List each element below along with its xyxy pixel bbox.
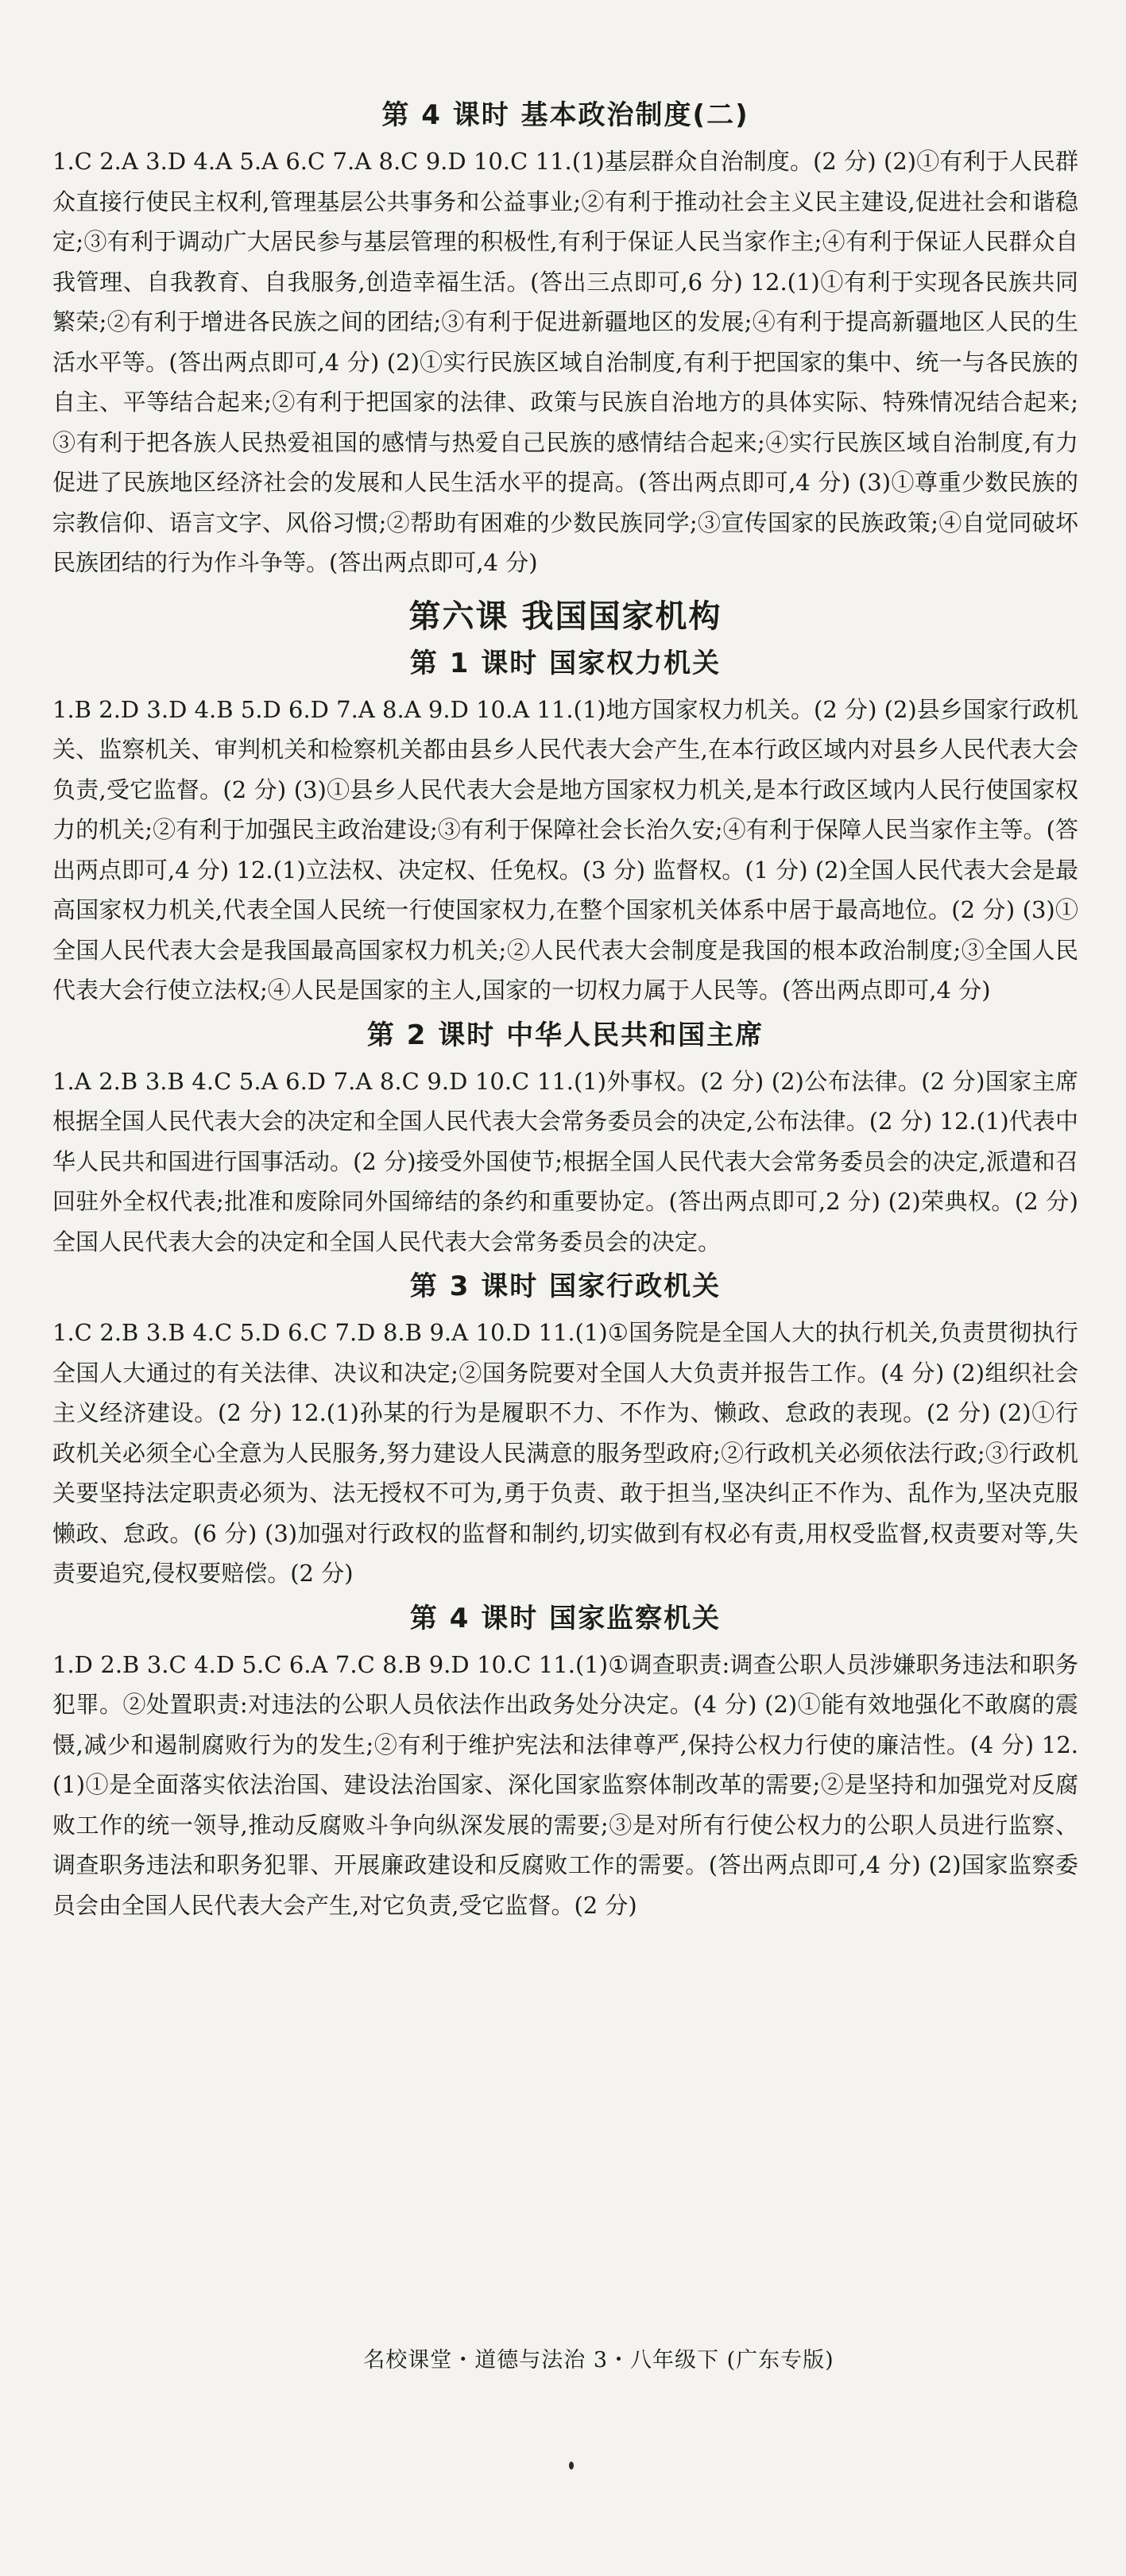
answer-paragraph: 1.C 2.B 3.B 4.C 5.D 6.C 7.D 8.B 9.A 10.D 11.(1)①国务院是全国人大的执行机关,负责贯彻执行全国人大通过的有关法律、决议和决定;②国务院要对全国人大负责并报告工作。(4 分) (2)组织社会主义经济建设。(2 分) 12.(1)孙某的行为是履职不力、不作为、懒政、怠政的表现。(2 分) (2)①行政机关必须全心全意为人民服务,努力建设人民满意的服务型政府;②行政机关必须依法行政;③行政机关要坚持法定职责必须为、法无授权不可为,勇于负责、敢于担当,坚决纠正不作为、乱作为,坚决克服懒政、怠政。(6 分) (3)加强对行政权的监督和制约,切实做到有权必有责,用权受监督,权责要对等,失责要追究,侵权要赔偿。(2 分): [52, 1319, 1078, 1587]
answer-paragraph: 1.A 2.B 3.B 4.C 5.A 6.D 7.A 8.C 9.D 10.C 11.(1)外事权。(2 分) (2)公布法律。(2 分)国家主席根据全国人民代表大会的决定和全国人民代表大会常务委员会的决定,公布法律。(2 分) 12.(1)代表中华人民共和国进行国事活动。(2 分)接受外国使节;根据全国人民代表大会常务委员会的决定,派遣和召回驻外全权代表;批准和废除同外国缔结的条约和重要协定。(答出两点即可,2 分) (2)荣典权。(2 分)全国人民代表大会的决定和全国人民代表大会常务委员会的决定。: [52, 1067, 1078, 1255]
lesson-title: 第六课 我国国家机构: [408, 598, 722, 635]
ink-mark: [569, 2462, 574, 2470]
answer-paragraph: 1.B 2.D 3.D 4.B 5.D 6.D 7.A 8.A 9.D 10.A 11.(1)地方国家权力机关。(2 分) (2)县乡国家行政机关、监察机关、审判机关和检察机关都由县乡人民代表大会产生,在本行政区域内对县乡人民代表大会负责,受它监督。(2 分) (3)①县乡人民代表大会是地方国家权力机关,是本行政区域内人民行使国家权力的机关;②有利于加强民主政治建设;③有利于保障社会长治久安;④有利于保障人民当家作主等。(答出两点即可,4 分) 12.(1)立法权、决定权、任免权。(3 分) 监督权。(1 分) (2)全国人民代表大会是最高国家权力机关,代表全国人民统一行使国家权力,在整个国家机关体系中居于最高地位。(2 分) (3)①全国人民代表大会是我国最高国家权力机关;②人民代表大会制度是我国的根本政治制度;③全国人民代表大会行使立法权;④人民是国家的主人,国家的一切权力属于人民等。(答出两点即可,4 分): [52, 695, 1078, 1004]
section-title: 第 4 课时 基本政治制度(二): [381, 99, 749, 131]
answer-paragraph: 1.D 2.B 3.C 4.D 5.C 6.A 7.C 8.B 9.D 10.C 11.(1)①调查职责:调查公职人员涉嫌职务违法和职务犯罪。②处置职责:对违法的公职人员依法作出政务处分决定。(4 分) (2)①能有效地强化不敢腐的震慑,减少和遏制腐败行为的发生;②有利于维护宪法和法律尊严,保持公权力行使的廉洁性。(4 分) 12.(1)①是全面落实依法治国、建设法治国家、深化国家监察体制改革的需要;②是坚持和加强党对反腐败工作的统一领导,推动反腐败斗争向纵深发展的需要;③是对所有行使公权力的公职人员进行监察、调查职务违法和职务犯罪、开展廉政建设和反腐败工作的需要。(答出两点即可,4 分) (2)国家监察委员会由全国人民代表大会产生,对它负责,受它监督。(2 分): [52, 1650, 1078, 1919]
section-title: 第 4 课时 国家监察机关: [409, 1602, 722, 1634]
section-title: 第 1 课时 国家权力机关: [409, 647, 722, 679]
section-title: 第 3 课时 国家行政机关: [409, 1271, 722, 1302]
page-footer: 名校课堂・道德与法治 3・八年级下 (广东专版): [363, 2348, 834, 2373]
section-title: 第 2 课时 中华人民共和国主席: [366, 1019, 764, 1051]
answer-paragraph: 1.C 2.A 3.D 4.A 5.A 6.C 7.A 8.C 9.D 10.C 11.(1)基层群众自治制度。(2 分) (2)①有利于人民群众直接行使民主权利,管理基层公共事务和公益事业;②有利于推动社会主义民主建设,促进社会和谐稳定;③有利于调动广大居民参与基层管理的积极性,有利于保证人民当家作主;④有利于保证人民群众自我管理、自我教育、自我服务,创造幸福生活。(答出三点即可,6 分) 12.(1)①有利于实现各民族共同繁荣;②有利于增进各民族之间的团结;③有利于促进新疆地区的发展;④有利于提高新疆地区人民的生活水平等。(答出两点即可,4 分) (2)①实行民族区域自治制度,有利于把国家的集中、统一与各民族的自主、平等结合起来;②有利于把国家的法律、政策与民族自治地方的具体实际、特殊情况结合起来;③有利于把各族人民热爱祖国的感情与热爱自己民族的感情结合起来;④实行民族区域自治制度,有力促进了民族地区经济社会的发展和人民生活水平的提高。(答出两点即可,4 分) (3)①尊重少数民族的宗教信仰、语言文字、风俗习惯;②帮助有困难的少数民族同学;③宣传国家的民族政策;④自觉同破坏民族团结的行为作斗争等。(答出两点即可,4 分): [52, 148, 1078, 576]
